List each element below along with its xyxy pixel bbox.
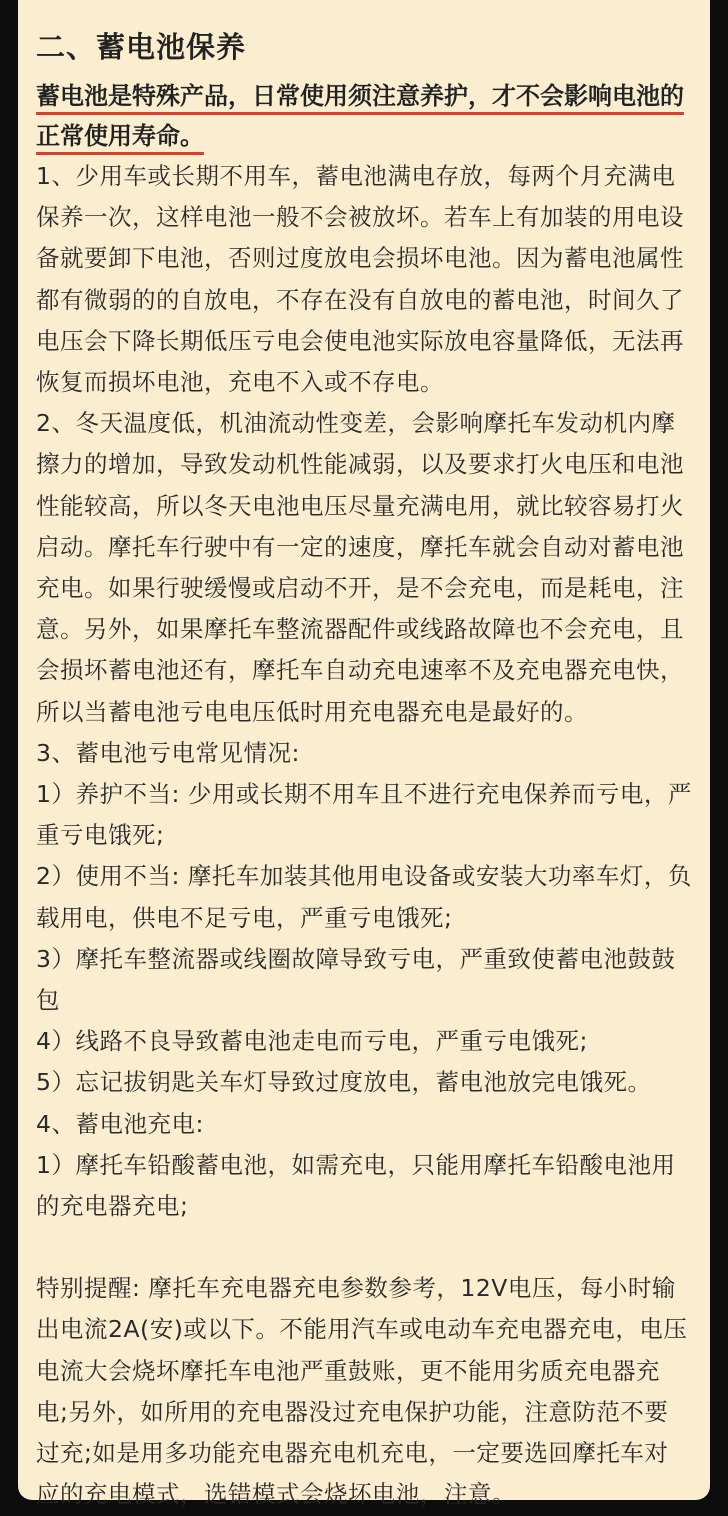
heading-4-charging: 4、蓄电池充电:	[36, 1109, 204, 1138]
article-card	[18, 0, 710, 1509]
intro-highlight	[36, 76, 692, 156]
list-item-wiring-fault: 4）线路不良导致蓄电池走电而亏电，严重亏电饿死;	[36, 1027, 588, 1056]
list-item-lead-acid-charger: 1）摩托车铅酸蓄电池，如需充电，只能用摩托车铅酸电池用的充电器充电;	[36, 1150, 676, 1221]
heading-3-discharge-cases: 3、蓄电池亏电常见情况:	[36, 738, 300, 767]
paragraph-2-winter: 2、冬天温度低，机油流动性变差，会影响摩托车发动机内摩擦力的增加，导致发动机性能减弱，以及要求打火电压和电池性能较高，所以冬天电池电压尽量充满电用，就比较容易打火启动。摩托车行驶中有一定的速度，摩托车就会自动对蓄电池充电。如果行驶缓慢或启动不开，是不会充电，而是耗电，注意。另外，如果摩托车整流器配件或线路故障也不会充电，且会损坏蓄电池还有，摩托车自动充电速率不及充电器充电快，所以当蓄电池亏电电压低时用充电器充电是最好的。	[36, 409, 684, 726]
paragraph-1-storage: 1、少用车或长期不用车，蓄电池满电存放，每两个月充满电保养一次，这样电池一般不会被放坏。若车上有加装的用电设备就要卸下电池，否则过度放电会损坏电池。因为蓄电池属性都有微弱的的自放电，不存在没有自放电的蓄电池，时间久了电压会下降长期低压亏电会使电池实际放电容量降低，无法再恢复而损坏电池，充电不入或不存电。	[36, 162, 684, 397]
intro-line-1: 蓄电池是特殊产品，日常使用须注意养护，才不会影响电池的	[36, 82, 684, 115]
intro-line-2: 正常使用寿命。	[36, 122, 204, 155]
list-item-lights-left-on: 5）忘记拔钥匙关车灯导致过度放电，蓄电池放完电饿死。	[36, 1068, 652, 1097]
section-title: 二、蓄电池保养	[36, 30, 247, 64]
list-item-improper-use: 2）使用不当: 摩托车加装其他用电设备或安装大功率车灯，负载用电，供电不足亏电，严重亏电饿死;	[36, 862, 692, 932]
list-item-rectifier-fault: 3）摩托车整流器或线圈故障导致亏电，严重致使蓄电池鼓鼓包	[36, 944, 676, 1015]
special-reminder: 特别提醒: 摩托车充电器充电参数参考，12V电压，每小时输出电流2A(安)或以下。不能用汽车或电动车充电器充电，电压电流大会烧坏摩托车电池严重鼓账，更不能用劣质充电器充电;另外，如所用的充电器没过充电保护功能，注意防范不要过充;如是用多功能充电器充电机充电，一定要选回摩托车对应的充电模式，选错模式会烧坏电池，注意。	[36, 1274, 688, 1509]
list-item-improper-maintenance: 1）养护不当: 少用或长期不用车且不进行充电保养而亏电，严重亏电饿死;	[36, 780, 692, 850]
